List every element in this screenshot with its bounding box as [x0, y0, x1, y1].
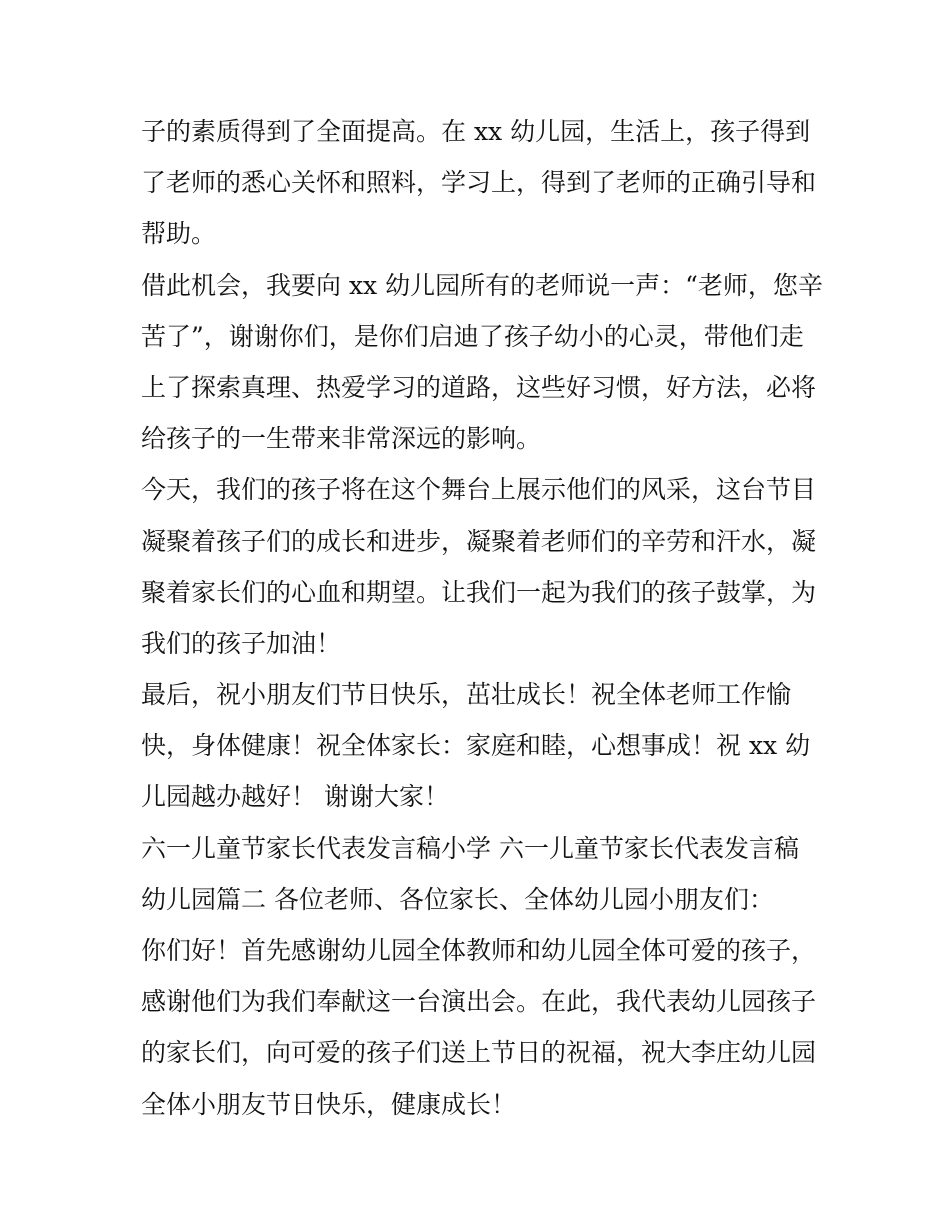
text-line: 感谢他们为我们奉献这一台演出会。在此，我代表幼儿园孩子	[141, 987, 817, 1017]
text-line: 苦了”，谢谢你们，是你们启迪了孩子幼小的心灵，带他们走	[141, 321, 804, 351]
text-line: 最后，祝小朋友们节日快乐，茁壮成长！祝全体老师工作愉	[141, 680, 792, 710]
text-line: 的家长们，向可爱的孩子们送上节日的祝福，祝大李庄幼儿园	[141, 1038, 817, 1068]
text-line: 快，身体健康！祝全体家长：家庭和睦，心想事成！祝 xx 幼	[141, 731, 811, 761]
text-line: 凝聚着孩子们的成长和进步，凝聚着老师们的辛劳和汗水，凝	[141, 526, 817, 556]
text-line: 今天，我们的孩子将在这个舞台上展示他们的风采，这台节目	[141, 475, 817, 505]
text-line: 子的素质得到了全面提高。在 xx 幼儿园，生活上，孩子得到	[141, 117, 811, 146]
text-line: 给孩子的一生带来非常深远的影响。	[141, 424, 542, 454]
text-line: 借此机会，我要向 xx 幼儿园所有的老师说一声：“老师，您辛	[141, 270, 823, 300]
text-line: 幼儿园篇二 各位老师、各位家长、全体幼儿园小朋友们：	[141, 884, 774, 914]
text-line: 你们好！首先感谢幼儿园全体教师和幼儿园全体可爱的孩子，	[141, 936, 817, 965]
text-line: 六一儿童节家长代表发言稿小学 六一儿童节家长代表发言稿	[141, 833, 799, 863]
text-line: 帮助。	[141, 219, 217, 249]
text-line: 儿园越办越好！ 谢谢大家！	[141, 782, 449, 812]
text-line: 我们的孩子加油！	[141, 628, 342, 658]
text-line: 了老师的悉心关怀和照料，学习上，得到了老师的正确引导和	[141, 168, 817, 198]
document-body	[141, 106, 821, 1130]
text-line: 聚着家长们的心血和期望。让我们一起为我们的孩子鼓掌，为	[141, 577, 817, 607]
text-line: 上了探索真理、热爱学习的道路，这些好习惯，好方法，必将	[141, 372, 817, 402]
text-line: 全体小朋友节日快乐，健康成长！	[141, 1089, 517, 1119]
